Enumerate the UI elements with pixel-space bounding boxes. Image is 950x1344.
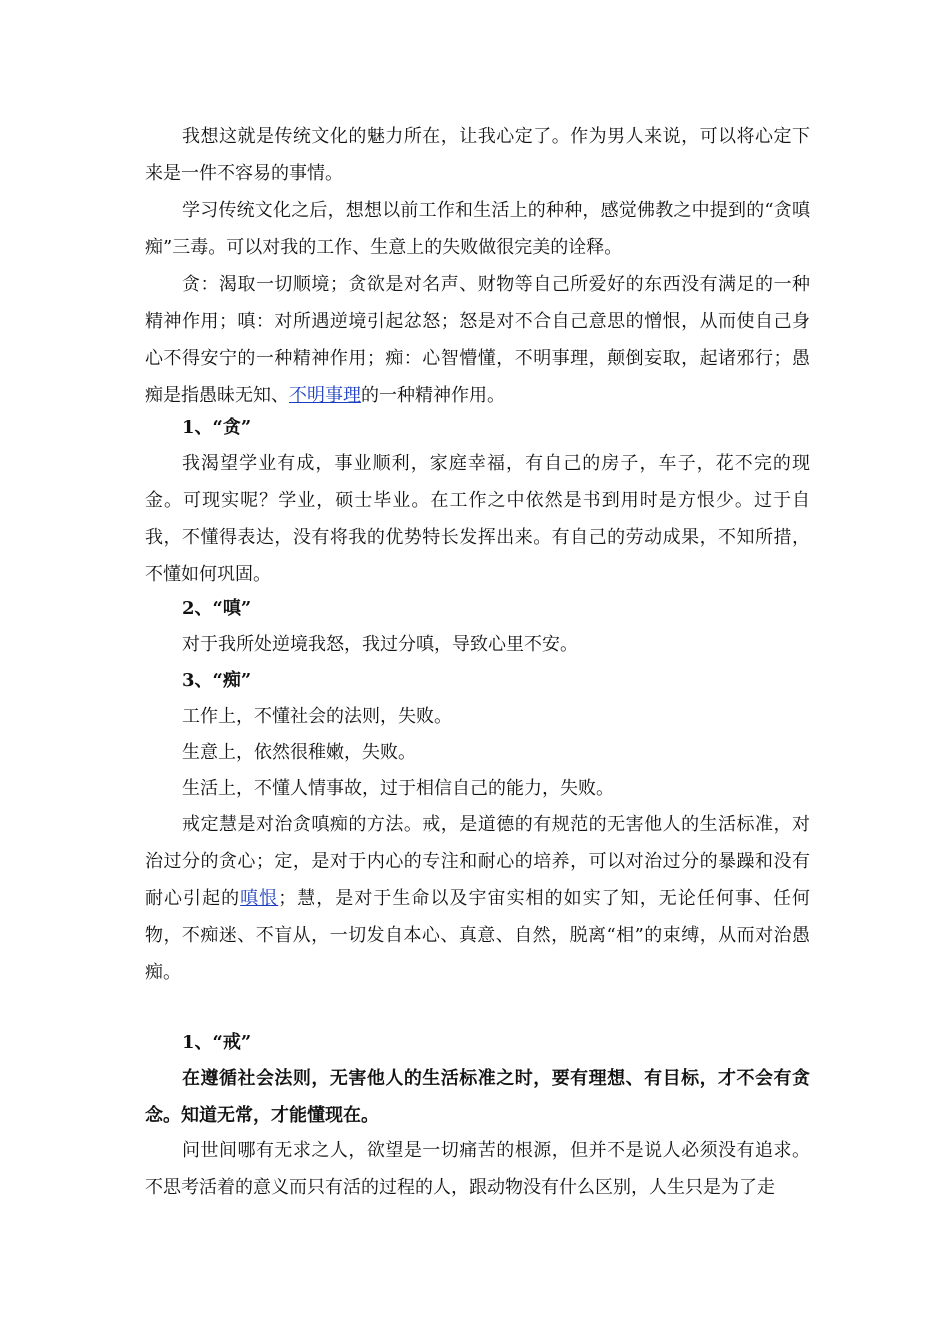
heading-jie: 1、“戒” — [182, 1032, 252, 1053]
paragraph-chi-life: 生活上，不懂人情事故，过于相信自己的能力，失败。 — [182, 778, 614, 799]
paragraph-tan: 我渴望学业有成，事业顺利，家庭幸福，有自己的房子，车子，花不完的现金。可现实呢？学业，硕士毕业。在工作之中依然是书到用时是方恨少。过于自我，不懂得表达，没有将我的优势特长发挥出来。有自己的劳动成果，不知所措，不懂如何巩固。 — [145, 453, 810, 585]
paragraph-jie-ding-hui-text-a: 戒定慧是对治贪嗔痴的方法。戒，是道德的有规范的无害他人的生活标准，对治过分的贪心；定，是对于内心的专注和耐心的培养，可以对治过分的暴躁和没有耐心引起的 — [145, 814, 810, 909]
link-chen-hen[interactable]: 嗔恨 — [240, 888, 279, 909]
paragraph-chi-work: 工作上，不懂社会的法则，失败。 — [182, 706, 452, 727]
heading-chi: 3、“痴” — [182, 670, 252, 691]
paragraph-chen: 对于我所处逆境我怒，我过分嗔，导致心里不安。 — [182, 634, 578, 655]
heading-tan: 1、“贪” — [182, 417, 252, 438]
paragraph-jie-ding-hui — [145, 806, 810, 991]
heading-chen: 2、“嗔” — [182, 598, 252, 619]
paragraph-desire: 问世间哪有无求之人，欲望是一切痛苦的根源，但并不是说人必须没有追求。不思考活着的意义而只有活的过程的人，跟动物没有什么区别，人生只是为了走 — [145, 1140, 810, 1198]
paragraph-1: 我想这就是传统文化的魅力所在，让我心定了。作为男人来说，可以将心定下来是一件不容易的事情。 — [145, 126, 810, 184]
paragraph-2: 学习传统文化之后，想想以前工作和生活上的种种，感觉佛教之中提到的“贪嗔痴”三毒。可以对我的工作、生意上的失败做很完美的诠释。 — [145, 200, 810, 258]
paragraph-3-text-b: 的一种精神作用。 — [361, 385, 505, 406]
paragraph-jie-ding-hui-text-b: ；慧，是对于生命以及宇宙实相的如实了知，无论任何事、任何物，不痴迷、不盲从，一切发自本心、真意、自然，脱离“相”的束缚，从而对治愚痴。 — [145, 888, 811, 983]
link-bu-ming-shi-li[interactable]: 不明事理 — [289, 385, 361, 406]
paragraph-3 — [145, 266, 810, 414]
paragraph-chi-business: 生意上，依然很稚嫩，失败。 — [182, 742, 416, 763]
paragraph-jie-bold: 在遵循社会法则，无害他人的生活标准之时，要有理想、有目标，才不会有贪念。知道无常，才能懂现在。 — [145, 1068, 810, 1126]
paragraph-3-text-a: 贪：渴取一切顺境；贪欲是对名声、财物等自己所爱好的东西没有满足的一种精神作用；嗔：对所遇逆境引起忿怒；怒是对不合自己意思的憎恨，从而使自己身心不得安宁的一种精神作用；痴：心智懵懂，不明事理，颠倒妄取，起诸邪行；愚痴是指愚昧无知、 — [145, 274, 810, 406]
